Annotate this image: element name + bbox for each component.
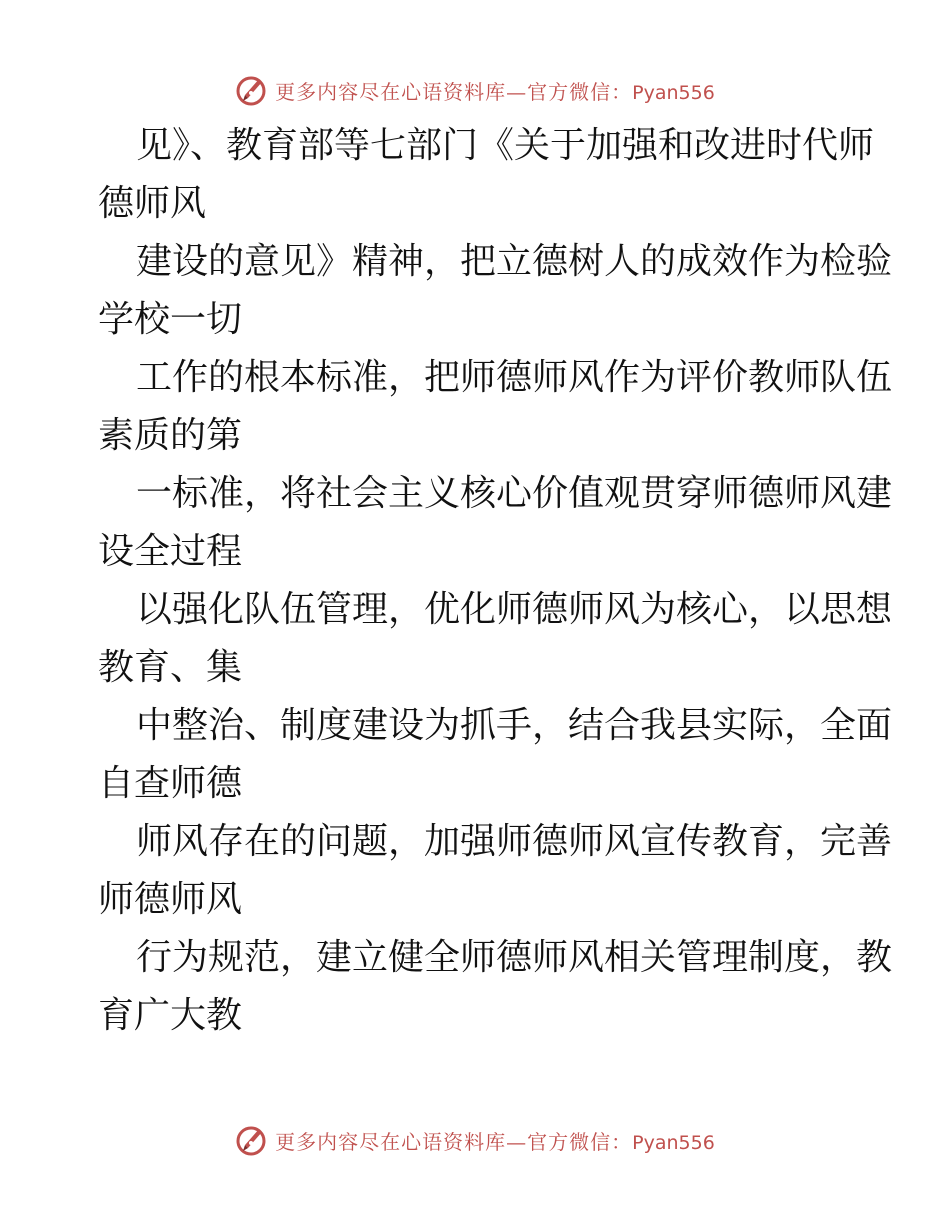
text-line: 师德师风 (98, 879, 243, 920)
footer-banner (0, 1120, 950, 1160)
quill-pen-seal-icon (235, 1123, 269, 1157)
text-line: 教育、集 (98, 647, 243, 688)
text-line: 师风存在的问题，加强师德师风宣传教育，完善 (136, 821, 893, 862)
text-line: 素质的第 (98, 415, 243, 456)
text-line: 设全过程 (98, 531, 243, 572)
text-line: 见》、教育部等七部门《关于加强和改进时代师 (136, 125, 875, 166)
header-wechat-id: Pyan556 (632, 81, 715, 104)
header-banner (0, 70, 950, 110)
text-line: 德师风 (98, 183, 207, 224)
text-line: 工作的根本标准，把师德师风作为评价教师队伍 (136, 357, 893, 398)
text-line: 自查师德 (98, 763, 243, 804)
body-text (98, 117, 893, 1045)
text-line: 育广大教 (98, 995, 243, 1036)
text-line: 以强化队伍管理，优化师德师风为核心，以思想 (136, 589, 893, 630)
text-line: 建设的意见》精神，把立德树人的成效作为检验 (136, 241, 893, 282)
text-line: 中整治、制度建设为抓手，结合我县实际，全面 (136, 705, 893, 746)
quill-pen-seal-icon (235, 73, 269, 107)
text-line: 一标准，将社会主义核心价值观贯穿师德师风建 (136, 473, 893, 514)
text-line: 行为规范，建立健全师德师风相关管理制度，教 (136, 937, 893, 978)
footer-banner-text: 更多内容尽在心语资料库—官方微信：Pyan556 (275, 1129, 715, 1154)
header-banner-text: 更多内容尽在心语资料库—官方微信：Pyan556 (275, 79, 715, 104)
footer-wechat-id: Pyan556 (632, 1131, 715, 1154)
text-line: 学校一切 (98, 299, 243, 340)
